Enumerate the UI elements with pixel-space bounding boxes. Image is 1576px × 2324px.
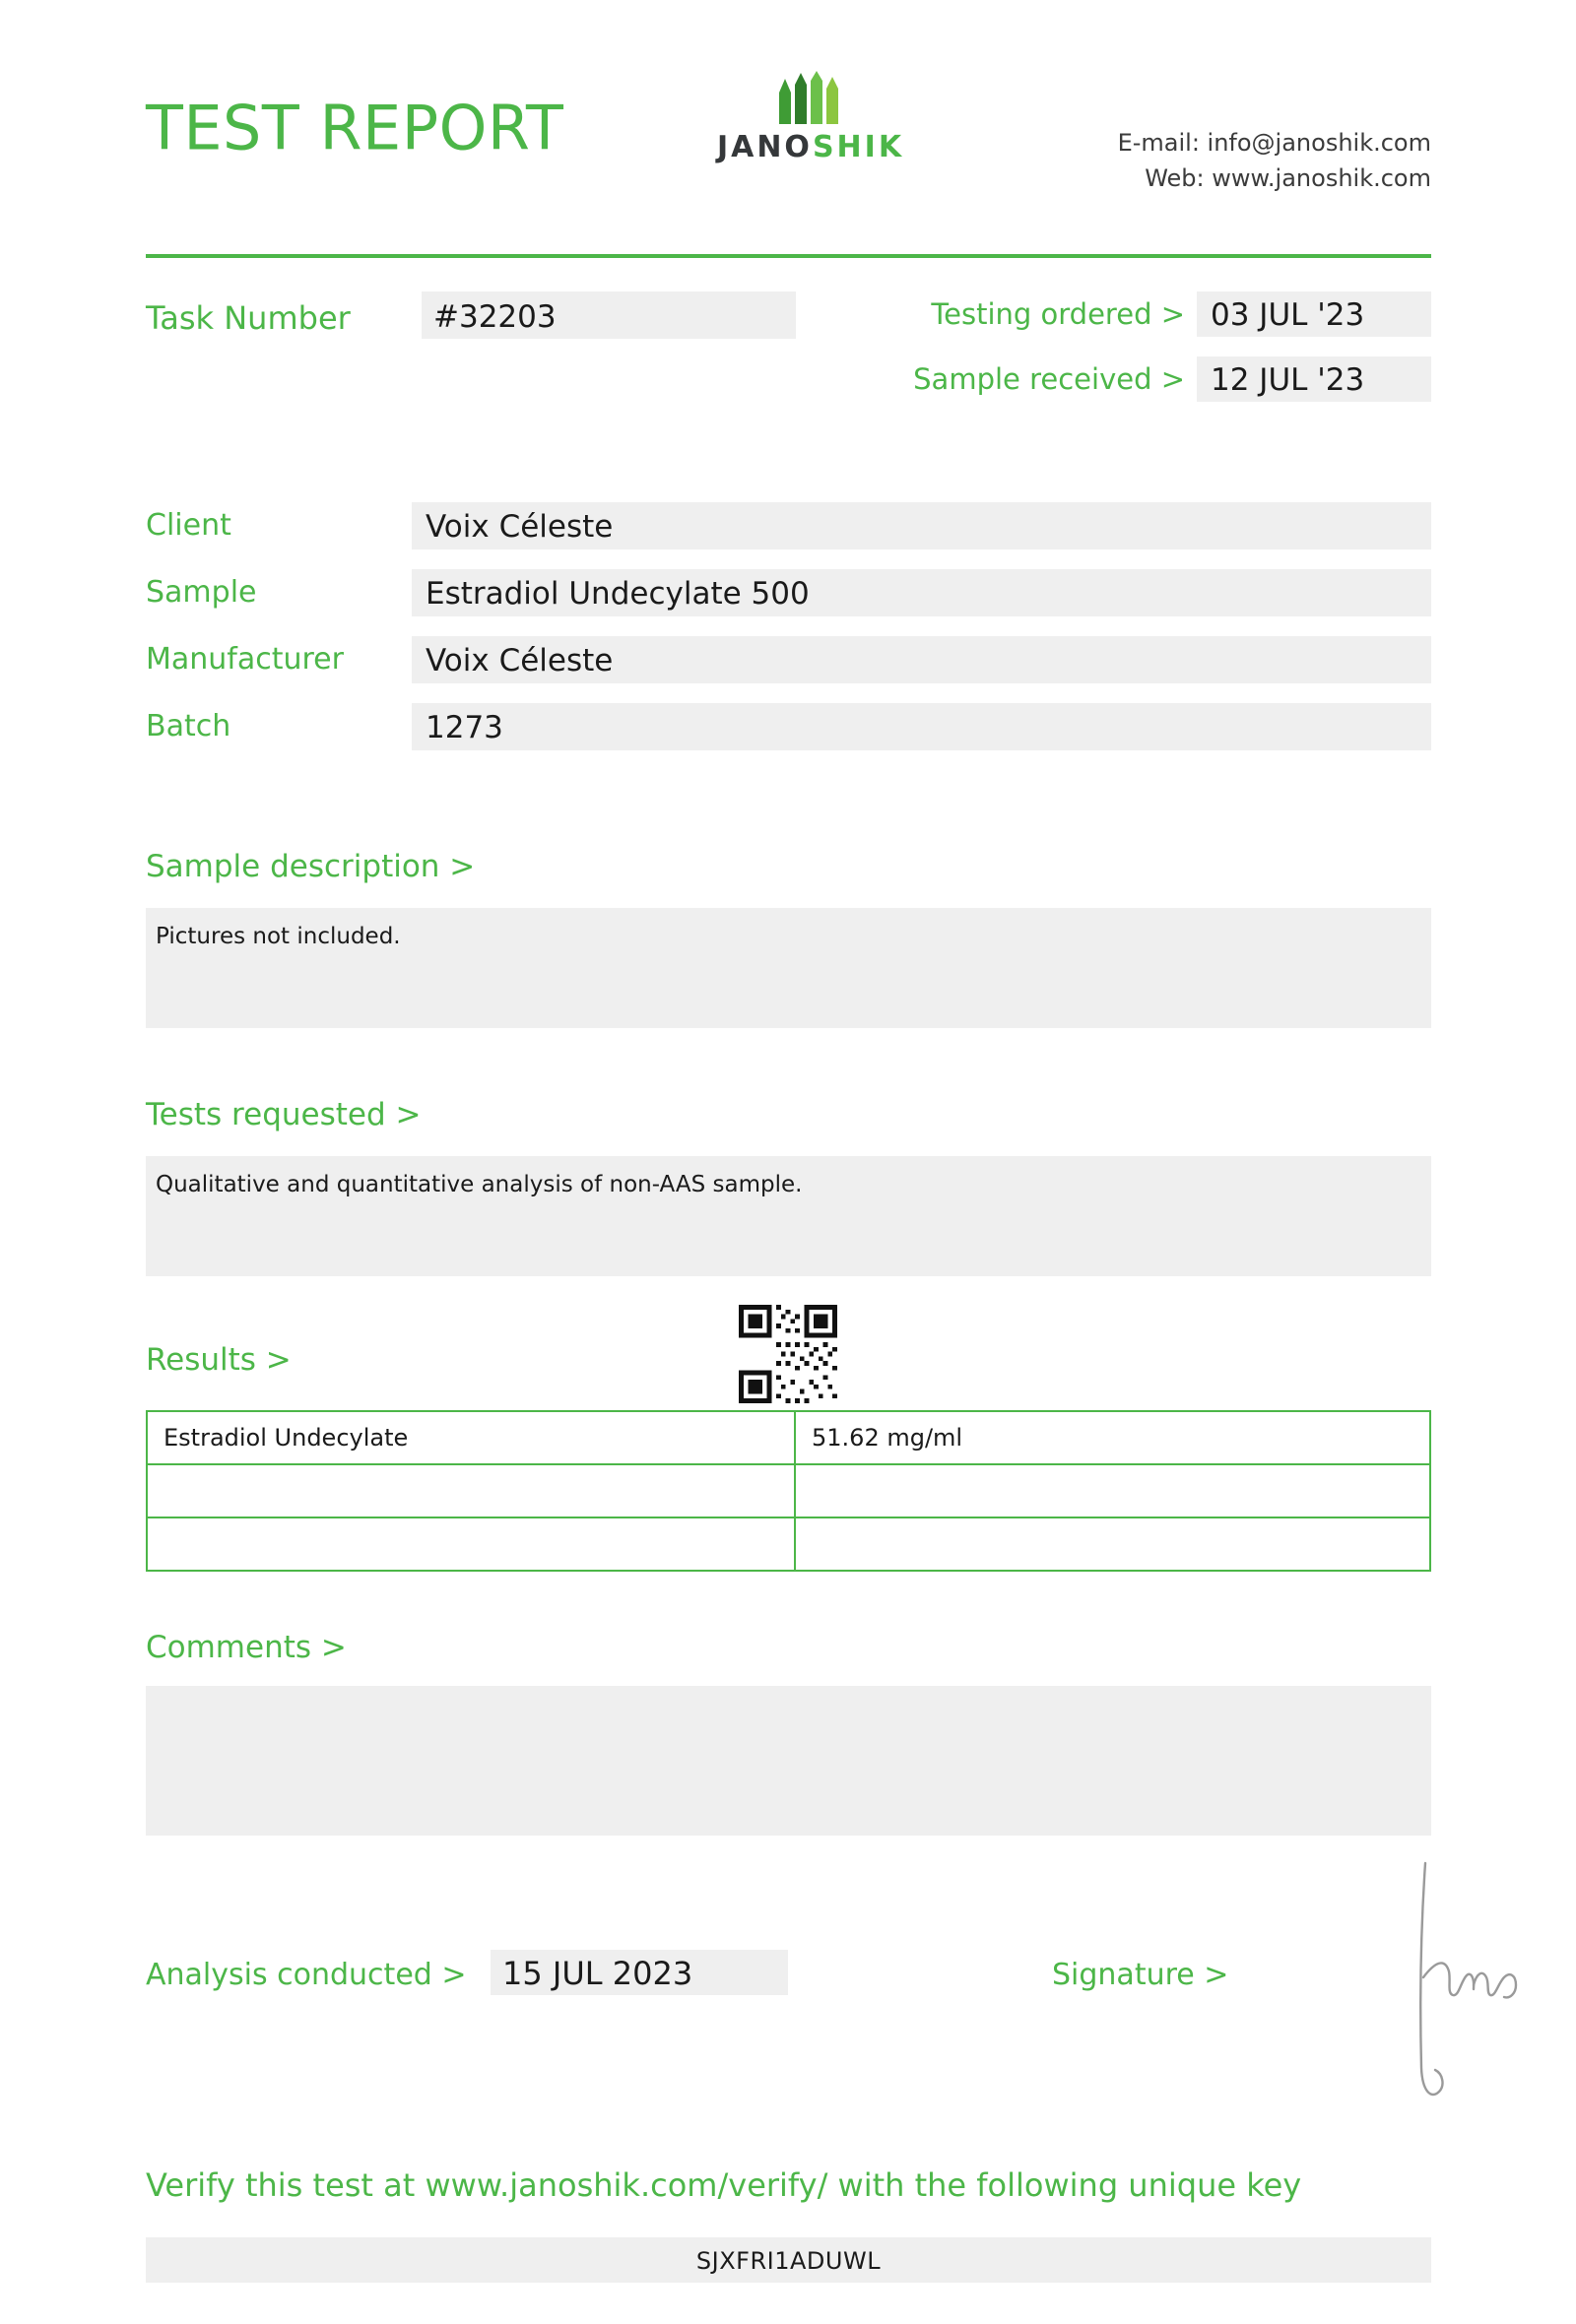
comments-text [146, 1686, 1431, 1836]
field-client-label: Client [146, 508, 231, 543]
tests-requested-text: Qualitative and quantitative analysis of non-AAS sample. [146, 1156, 1431, 1276]
result-amount: 51.62 mg/ml [795, 1411, 1430, 1464]
task-number-value: #32203 [422, 291, 796, 339]
table-row [147, 1464, 1430, 1517]
mountain-bars-logo-icon [683, 71, 939, 126]
results-title: Results > [146, 1342, 292, 1378]
brand-wordmark [683, 130, 939, 164]
field-manufacturer [146, 636, 1431, 683]
field-sample-value: Estradiol Undecylate 500 [412, 569, 1431, 616]
sample-received-label: Sample received > [913, 362, 1185, 396]
report-header [146, 0, 1431, 207]
unique-key: SJXFRI1ADUWL [146, 2237, 1431, 2283]
brand-name-green: SHIK [812, 130, 905, 164]
field-manufacturer-value: Voix Céleste [412, 636, 1431, 683]
result-substance [147, 1517, 795, 1571]
field-client [146, 502, 1431, 549]
analysis-conducted-value: 15 JUL 2023 [491, 1950, 788, 1995]
contact-email: E-mail: info@janoshik.com [1117, 129, 1431, 157]
field-client-value: Voix Céleste [412, 502, 1431, 549]
task-row [146, 291, 1431, 410]
contact-web: Web: www.janoshik.com [1145, 163, 1431, 192]
header-divider [146, 254, 1431, 258]
table-row [147, 1411, 1430, 1464]
field-batch-value: 1273 [412, 703, 1431, 750]
field-batch [146, 703, 1431, 750]
table-row [147, 1517, 1430, 1571]
sample-description-title: Sample description > [146, 849, 476, 884]
tests-requested-title: Tests requested > [146, 1097, 422, 1132]
qr-code-icon [739, 1305, 837, 1403]
field-sample [146, 569, 1431, 616]
info-fields [146, 502, 1431, 770]
handwritten-signature-icon [1402, 1851, 1530, 2107]
brand-logo [683, 71, 939, 164]
sample-received-row [146, 356, 1431, 402]
field-sample-label: Sample [146, 575, 257, 610]
comments-title: Comments > [146, 1630, 347, 1665]
sample-received-value: 12 JUL '23 [1197, 356, 1431, 402]
brand-name-dark: JANO [716, 130, 813, 164]
task-number-label: Task Number [146, 299, 351, 337]
result-substance: Estradiol Undecylate [147, 1411, 795, 1464]
results-table [146, 1410, 1431, 1572]
page-title: TEST REPORT [146, 92, 564, 164]
result-substance [147, 1464, 795, 1517]
sample-description-text: Pictures not included. [146, 908, 1431, 1028]
testing-ordered-value: 03 JUL '23 [1197, 291, 1431, 337]
result-amount [795, 1464, 1430, 1517]
verify-instructions: Verify this test at www.janoshik.com/verify/ with the following unique key [146, 2166, 1302, 2204]
contact-block [1118, 126, 1431, 196]
analysis-conducted-label: Analysis conducted > [146, 1958, 467, 1992]
signature-label: Signature > [1052, 1958, 1229, 1992]
report-content [146, 0, 1431, 2275]
field-manufacturer-label: Manufacturer [146, 642, 344, 677]
field-batch-label: Batch [146, 709, 231, 743]
testing-ordered-row [146, 291, 1431, 337]
testing-ordered-label: Testing ordered > [931, 297, 1185, 331]
result-amount [795, 1517, 1430, 1571]
